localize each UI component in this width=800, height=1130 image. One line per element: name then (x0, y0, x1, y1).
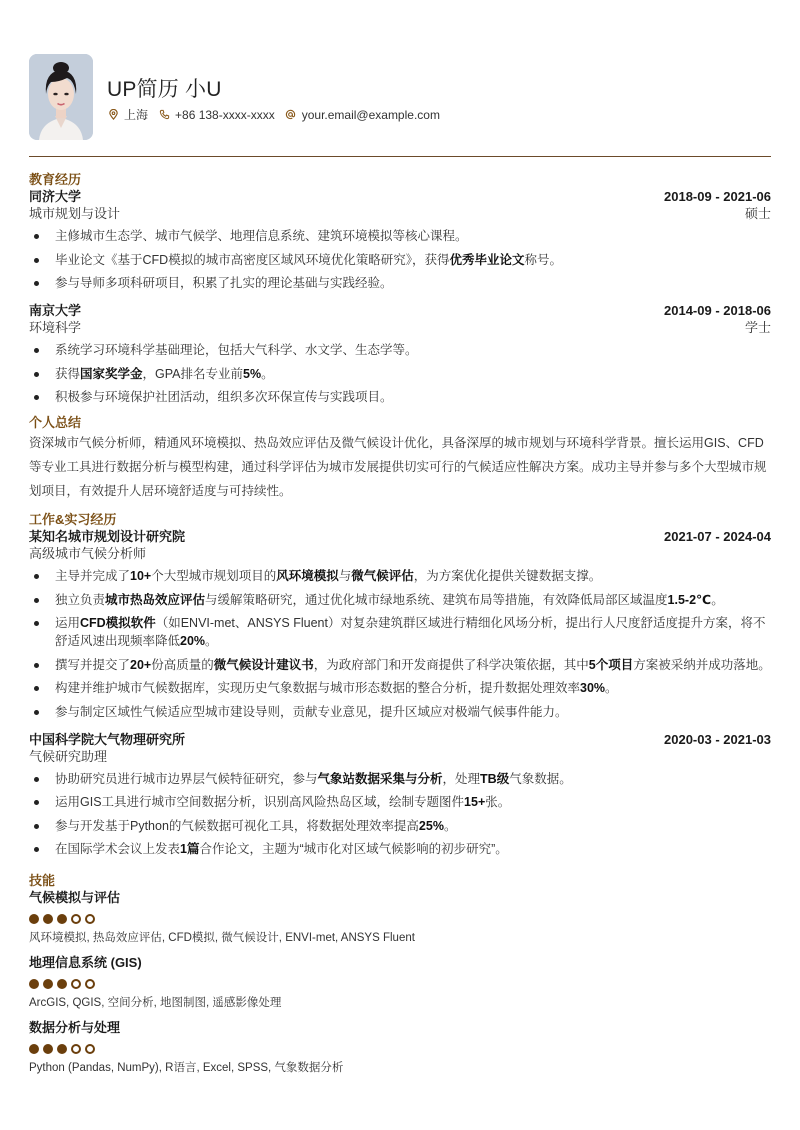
bullet-list (29, 770, 771, 859)
work-section (29, 511, 771, 858)
bullet-item: 运用GIS工具进行城市空间数据分析，识别高风险热岛区域，绘制专题图件15+张。 (29, 793, 771, 811)
phone-text: +86 138-xxxx-xxxx (175, 107, 275, 122)
skill-keywords: Python (Pandas, NumPy), R语言, Excel, SPSS, 气象数据分析 (29, 1062, 344, 1074)
bullet-item: 积极参与环境保护社团活动，组织多次环保宣传与实践项目。 (29, 388, 771, 406)
portrait-image (29, 54, 93, 140)
education-section (29, 171, 771, 406)
bullet-item: 获得国家奖学金，GPA排名专业前5%。 (29, 365, 771, 383)
section-title-education: 教育经历 (29, 172, 82, 187)
entry-date: 2014-09 - 2018-06 (664, 303, 771, 318)
bullet-item: 参与制定区域性气候适应型城市建设导则，贡献专业意见，提升区域应对极端气候事件能力。 (29, 703, 771, 721)
resume-body (29, 171, 771, 1076)
contact-email[interactable] (285, 108, 440, 122)
bullet-list (29, 341, 771, 406)
education-entry (29, 302, 771, 406)
summary-section (29, 414, 771, 503)
phone-icon (158, 109, 170, 121)
skill-keywords: ArcGIS, QGIS, 空间分析, 地图制图, 遥感影像处理 (29, 997, 282, 1009)
empty-dot-icon (71, 979, 81, 989)
degree: 硕士 (744, 206, 771, 221)
bullet-item: 参与开发基于Python的气候数据可视化工具，将数据处理效率提高25%。 (29, 817, 771, 835)
entry-date: 2021-07 - 2024-04 (664, 529, 771, 544)
job-role: 气候研究助理 (29, 748, 108, 764)
filled-dot-icon (57, 914, 67, 924)
major: 环境科学 (29, 320, 82, 335)
bullet-item: 撰写并提交了20+份高质量的微气候设计建议书，为政府部门和开发商提供了科学决策依据，其中5个项目方案被采纳并成功落地。 (29, 656, 771, 674)
empty-dot-icon (71, 914, 81, 924)
profile-photo (29, 54, 93, 140)
job-role: 高级城市气候分析师 (29, 546, 147, 561)
degree: 学士 (744, 320, 771, 335)
bullet-item: 协助研究员进行城市边界层气候特征研究，参与气象站数据采集与分析，处理TB级气象数据。 (29, 770, 771, 788)
bullet-list (29, 227, 771, 292)
empty-dot-icon (85, 979, 95, 989)
bullet-item: 系统学习环境科学基础理论，包括大气科学、水文学、生态学等。 (29, 341, 771, 359)
header-divider (29, 156, 771, 157)
empty-dot-icon (85, 1044, 95, 1054)
resume-header (29, 54, 771, 140)
bullet-list (29, 567, 771, 721)
school-name: 同济大学 (29, 189, 82, 204)
contact-phone (158, 108, 275, 122)
skill-level-rating (29, 1044, 771, 1054)
entry-date: 2018-09 - 2021-06 (664, 189, 771, 204)
section-title-summary: 个人总结 (29, 415, 82, 430)
filled-dot-icon (29, 914, 39, 924)
filled-dot-icon (29, 979, 39, 989)
bullet-item: 在国际学术会议上发表1篇合作论文，主题为“城市化对区域气候影响的初步研究”。 (29, 840, 771, 858)
education-entry (29, 188, 771, 292)
bullet-item: 运用CFD模拟软件（如ENVI-met、ANSYS Fluent）对复杂建筑群区域进行精细化风场分析，提出行人尺度舒适度提升方案，将不舒适风速出现频率降低20%。 (29, 614, 771, 650)
company-name: 某知名城市规划设计研究院 (29, 529, 186, 544)
skill-name: 地理信息系统 (GIS) (29, 955, 142, 970)
bullet-item: 主修城市生态学、城市气候学、地理信息系统、建筑环境模拟等核心课程。 (29, 227, 771, 245)
skill-name: 气候模拟与评估 (29, 890, 121, 905)
filled-dot-icon (29, 1044, 39, 1054)
skill-item (29, 889, 771, 946)
skills-section (29, 872, 771, 1076)
skill-level-rating (29, 979, 771, 989)
skill-level-rating (29, 914, 771, 924)
empty-dot-icon (71, 1044, 81, 1054)
summary-text: 资深城市气候分析师，精通风环境模拟、热岛效应评估及微气候设计优化，具备深厚的城市规划与环境科学背景。擅长运用GIS、CFD等专业工具进行数据分析与模型构建，通过科学评估为城市发展提供切实可行的气候适应性解决方案。成功主导并参与多个大型城市规划项目，有效提升人居环境舒适度与可持续性。 (29, 436, 767, 498)
at-sign-icon (285, 109, 297, 121)
candidate-name: UP简历 小U (107, 78, 222, 101)
skill-keywords: 风环境模拟, 热岛效应评估, CFD模拟, 微气候设计, ENVI-met, ANSYS Fluent (29, 932, 415, 944)
entry-date: 2020-03 - 2021-03 (664, 731, 771, 747)
company-name: 中国科学院大气物理研究所 (29, 731, 186, 747)
filled-dot-icon (43, 979, 53, 989)
filled-dot-icon (57, 979, 67, 989)
contact-location (107, 106, 148, 123)
bullet-item: 独立负责城市热岛效应评估与缓解策略研究，通过优化城市绿地系统、建筑布局等措施，有效降低局部区域温度1.5-2℃。 (29, 591, 771, 609)
school-name: 南京大学 (29, 303, 82, 318)
filled-dot-icon (43, 914, 53, 924)
work-entry (29, 731, 771, 859)
skill-item (29, 954, 771, 1011)
contact-info (107, 106, 450, 123)
bullet-item: 主导并完成了10+个大型城市规划项目的风环境模拟与微气候评估，为方案优化提供关键数据支撑。 (29, 567, 771, 585)
email-link[interactable]: your.email@example.com (301, 107, 440, 122)
filled-dot-icon (57, 1044, 67, 1054)
skill-name: 数据分析与处理 (29, 1020, 121, 1035)
bullet-item: 参与导师多项科研项目，积累了扎实的理论基础与实践经验。 (29, 274, 771, 292)
empty-dot-icon (85, 914, 95, 924)
bullet-item: 构建并维护城市气候数据库，实现历史气象数据与城市形态数据的整合分析，提升数据处理效率30%。 (29, 679, 771, 697)
location-pin-icon (107, 109, 119, 121)
skill-item (29, 1019, 771, 1076)
major: 城市规划与设计 (29, 206, 121, 221)
bullet-item: 毕业论文《基于CFD模拟的城市高密度区域风环境优化策略研究》，获得优秀毕业论文称号。 (29, 251, 771, 269)
filled-dot-icon (43, 1044, 53, 1054)
section-title-work: 工作&实习经历 (29, 512, 117, 527)
location-text: 上海 (124, 108, 149, 122)
section-title-skills: 技能 (29, 873, 56, 888)
work-entry (29, 528, 771, 721)
